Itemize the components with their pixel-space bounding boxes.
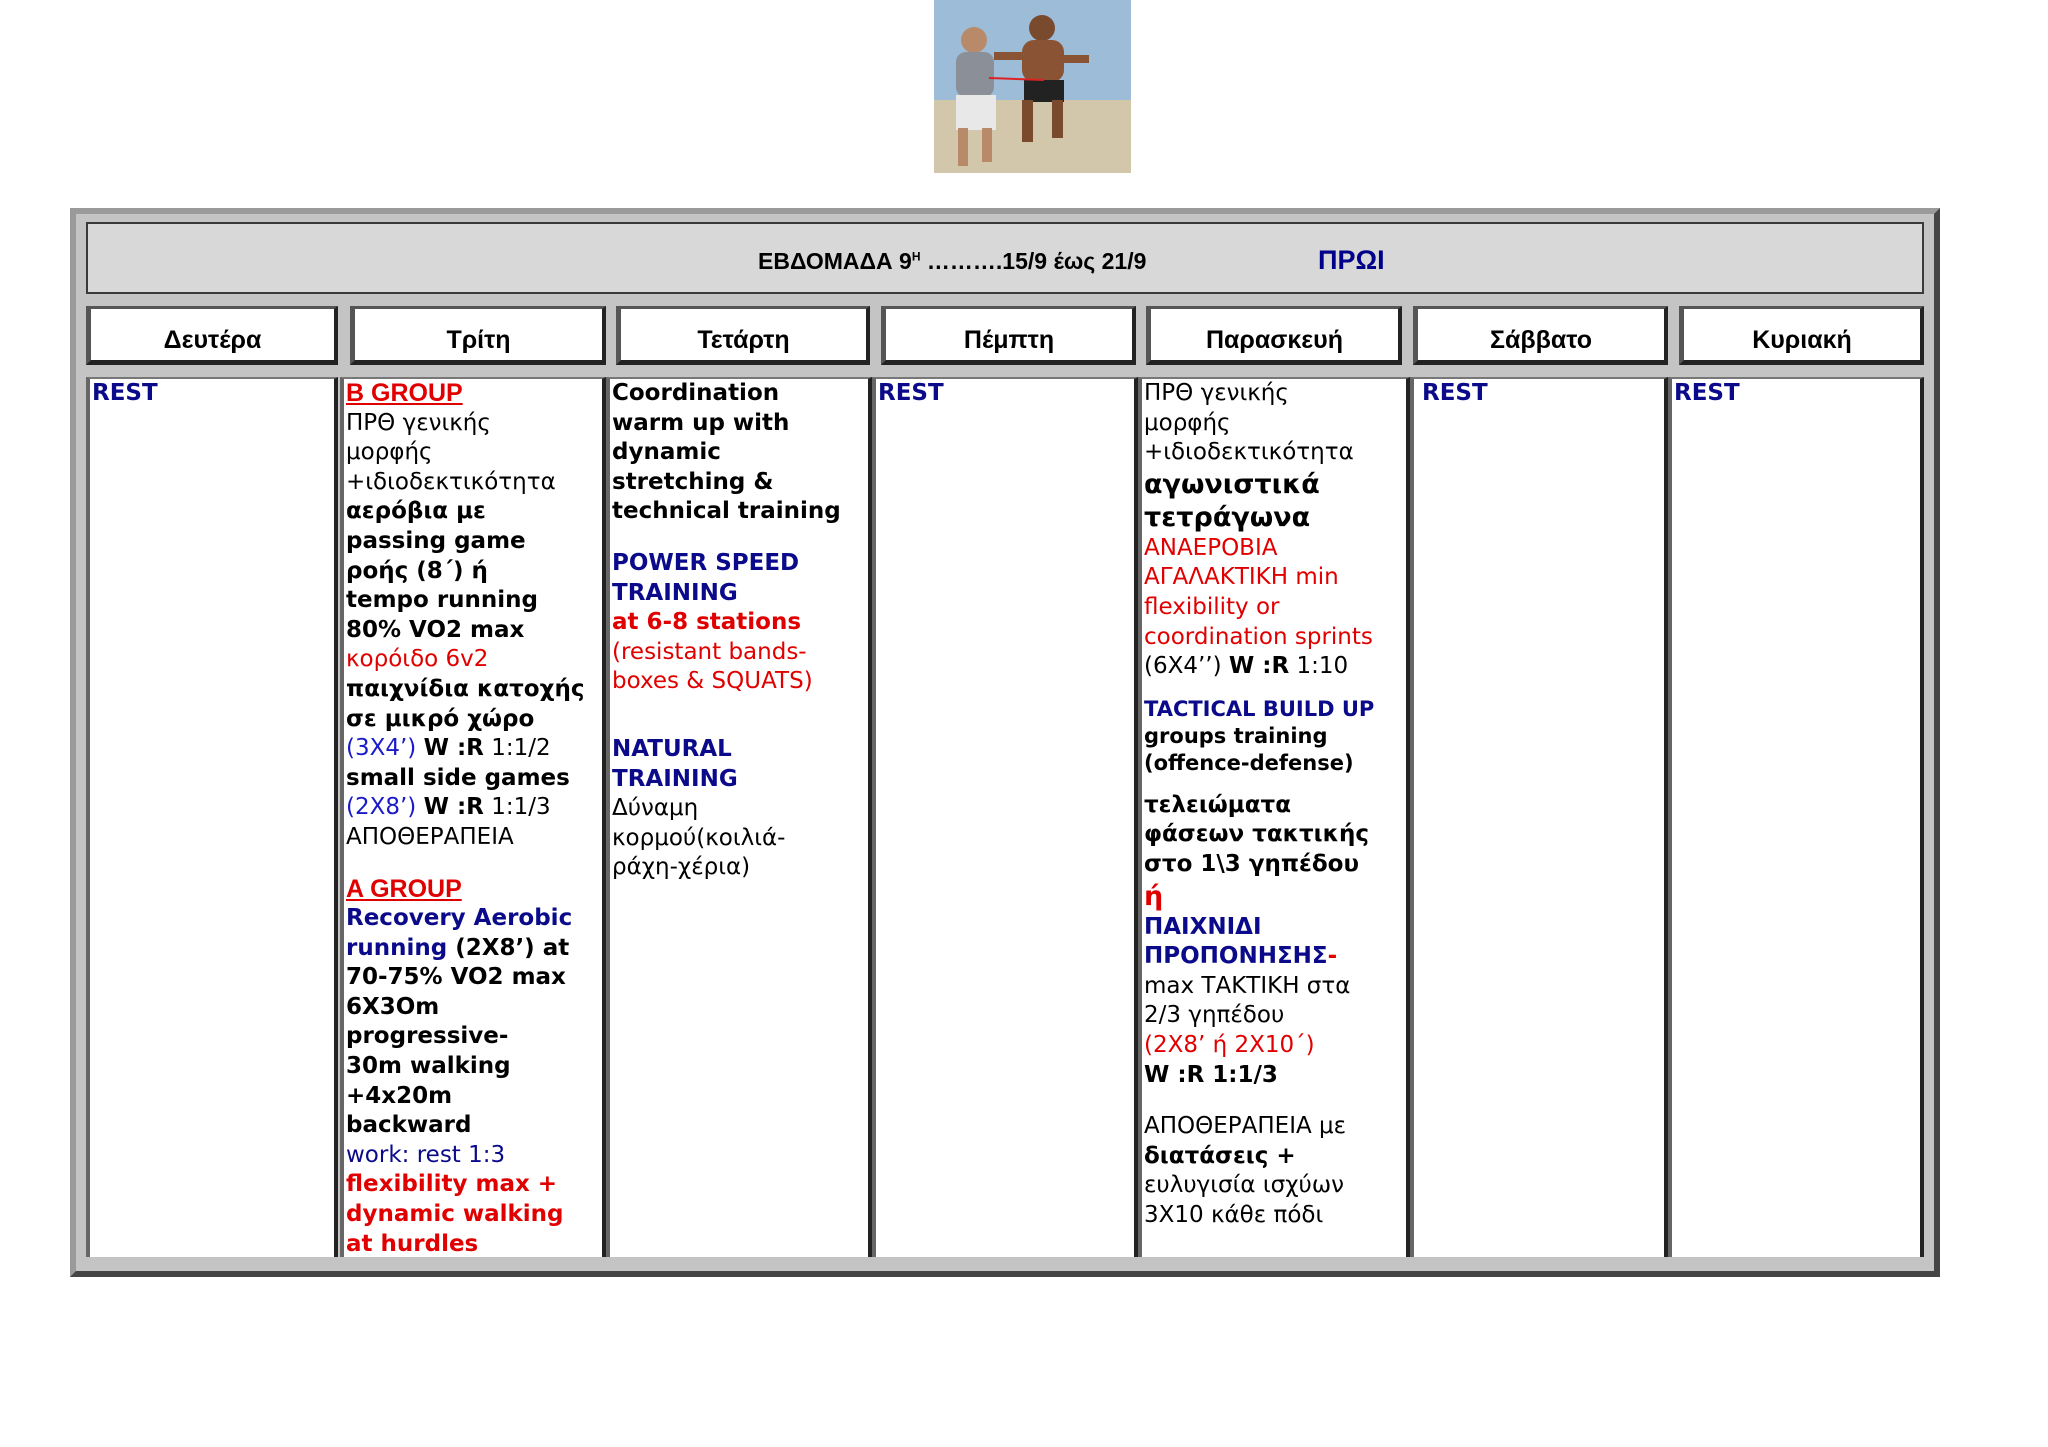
- text-line: ΠΡΘ γενικής: [346, 409, 491, 436]
- rest-label: REST: [878, 380, 944, 406]
- text-line: +4x20m: [346, 1082, 453, 1109]
- cell-friday: [1138, 377, 1410, 1257]
- text-line: warm up with: [612, 409, 790, 436]
- text-line: Δύναμη: [612, 795, 699, 822]
- text-line: tempo running: [346, 587, 539, 614]
- text-line: φάσεων τακτικής: [1144, 821, 1369, 848]
- text-line: διατάσεις +: [1144, 1142, 1296, 1169]
- header-photo-two-runners: [934, 0, 1131, 173]
- text-line: TRAINING: [612, 765, 738, 792]
- text-line: ράχη-χέρια): [612, 854, 751, 881]
- text-line: Recovery Aerobic: [346, 905, 573, 932]
- cell-wednesday: [606, 377, 872, 1257]
- day-header-thursday: Πέμπτη: [881, 306, 1136, 365]
- text-line: TRAINING: [612, 579, 738, 606]
- text-line: 30m walking: [346, 1053, 511, 1080]
- text-line: W :R 1:1/3: [1144, 1061, 1278, 1088]
- text-line: boxes & SQUATS): [612, 668, 813, 695]
- cell-monday: [86, 377, 338, 1257]
- text-line: (6X4’’) W :R 1:10: [1144, 653, 1349, 680]
- text-line: work: rest 1:3: [346, 1141, 506, 1168]
- cell-saturday: [1410, 377, 1668, 1257]
- text-line: (2X8’ ή 2X10΄): [1144, 1031, 1315, 1058]
- b-group-label: B GROUP: [346, 379, 463, 407]
- text-line: μορφής: [346, 439, 433, 466]
- week-title: ΕΒΔΟΜΑΔΑ $9^H$ ……….15/9 έως 21/9: [758, 248, 1147, 274]
- text-line: στο 1\3 γηπέδου: [1144, 850, 1359, 877]
- text-line: ΑΝΑΕΡΟΒΙΑ: [1144, 534, 1278, 561]
- text-line: τετράγωνα: [1144, 501, 1311, 533]
- text-line: ΠΡΘ γενικής: [1144, 380, 1289, 406]
- text-line: +ιδιοδεκτικότητα: [1144, 439, 1354, 466]
- text-line: 3X10 κάθε πόδι: [1144, 1201, 1324, 1228]
- weekly-schedule-table: [70, 208, 1940, 1277]
- cell-tuesday: [340, 377, 606, 1257]
- rest-label: REST: [1674, 380, 1740, 406]
- text-line: dynamic: [612, 439, 721, 466]
- text-line: passing game: [346, 527, 526, 554]
- text-line: technical training: [612, 498, 841, 525]
- text-line: TACTICAL BUILD UP: [1144, 696, 1375, 721]
- text-line: progressive-: [346, 1023, 509, 1050]
- text-line: small side games: [346, 764, 570, 791]
- text-line: 70-75% VO2 max: [346, 964, 566, 991]
- rest-label: REST: [1422, 380, 1488, 406]
- text-line: μορφής: [1144, 409, 1231, 436]
- text-line: ΠΡΟΠΟΝΗΣΗΣ-: [1144, 943, 1338, 970]
- text-line: ΑΠΟΘΕΡΑΠΕΙΑ: [346, 823, 514, 850]
- day-header-friday: Παρασκευή: [1146, 306, 1402, 365]
- text-line: κορμού(κοιλιά-: [612, 824, 786, 851]
- text-line: flexibility or: [1144, 593, 1280, 620]
- text-line: coordination sprints: [1144, 623, 1373, 650]
- day-header-monday: Δευτέρα: [86, 306, 338, 365]
- text-line: (2X8’) W :R 1:1/3: [346, 794, 551, 821]
- text-line: σε μικρό χώρο: [346, 705, 535, 732]
- table-header: [86, 222, 1924, 294]
- text-line: ή: [1144, 880, 1164, 912]
- text-line: at 6-8 stations: [612, 609, 802, 636]
- text-line: αγωνιστικά: [1144, 468, 1320, 500]
- text-line: 80% VO2 max: [346, 616, 525, 643]
- day-header-saturday: Σάββατο: [1413, 306, 1668, 365]
- text-line: backward: [346, 1112, 472, 1139]
- text-line: Coordination: [612, 380, 780, 406]
- text-line: dynamic walking: [346, 1201, 564, 1228]
- day-header-sunday: Κυριακή: [1679, 306, 1924, 365]
- day-header-tuesday: Τρίτη: [350, 306, 606, 365]
- text-line: ευλυγισία ισχύων: [1144, 1172, 1344, 1199]
- text-line: NATURAL: [612, 735, 732, 762]
- text-line: (resistant bands-: [612, 638, 807, 665]
- rest-label: REST: [92, 380, 158, 406]
- session-label: ΠΡΩΙ: [1318, 245, 1385, 275]
- text-line: flexibility max +: [346, 1171, 558, 1198]
- text-line: (offence-defense): [1144, 750, 1354, 775]
- cell-sunday: [1668, 377, 1924, 1257]
- text-line: κορόιδο 6v2: [346, 646, 489, 673]
- text-line: ΑΓΑΛΑΚΤΙΚΗ min: [1144, 564, 1339, 591]
- text-line: 6X3Om: [346, 993, 440, 1020]
- text-line: ροής (8΄) ή: [346, 557, 488, 584]
- text-line: +ιδιοδεκτικότητα: [346, 468, 556, 495]
- text-line: παιχνίδια κατοχής: [346, 675, 585, 702]
- text-line: αερόβια με: [346, 498, 486, 525]
- text-line: ΑΠΟΘΕΡΑΠΕΙΑ με: [1144, 1113, 1347, 1140]
- a-group-label: A GROUP: [346, 874, 462, 903]
- text-line: at hurdles: [346, 1230, 479, 1257]
- text-line: POWER SPEED: [612, 549, 800, 576]
- text-line: stretching &: [612, 468, 774, 495]
- day-header-wednesday: Τετάρτη: [616, 306, 870, 365]
- text-line: groups training: [1144, 723, 1328, 748]
- cell-thursday: [872, 377, 1138, 1257]
- text-line: (3X4’) W :R 1:1/2: [346, 735, 551, 762]
- text-line: 2/3 γηπέδου: [1144, 1002, 1285, 1029]
- text-line: max ΤΑΚΤΙΚΗ στα: [1144, 972, 1351, 999]
- text-line: ΠΑΙΧΝΙΔΙ: [1144, 913, 1262, 940]
- text-line: τελειώματα: [1144, 791, 1291, 818]
- text-line: running (2X8’) at: [346, 934, 570, 961]
